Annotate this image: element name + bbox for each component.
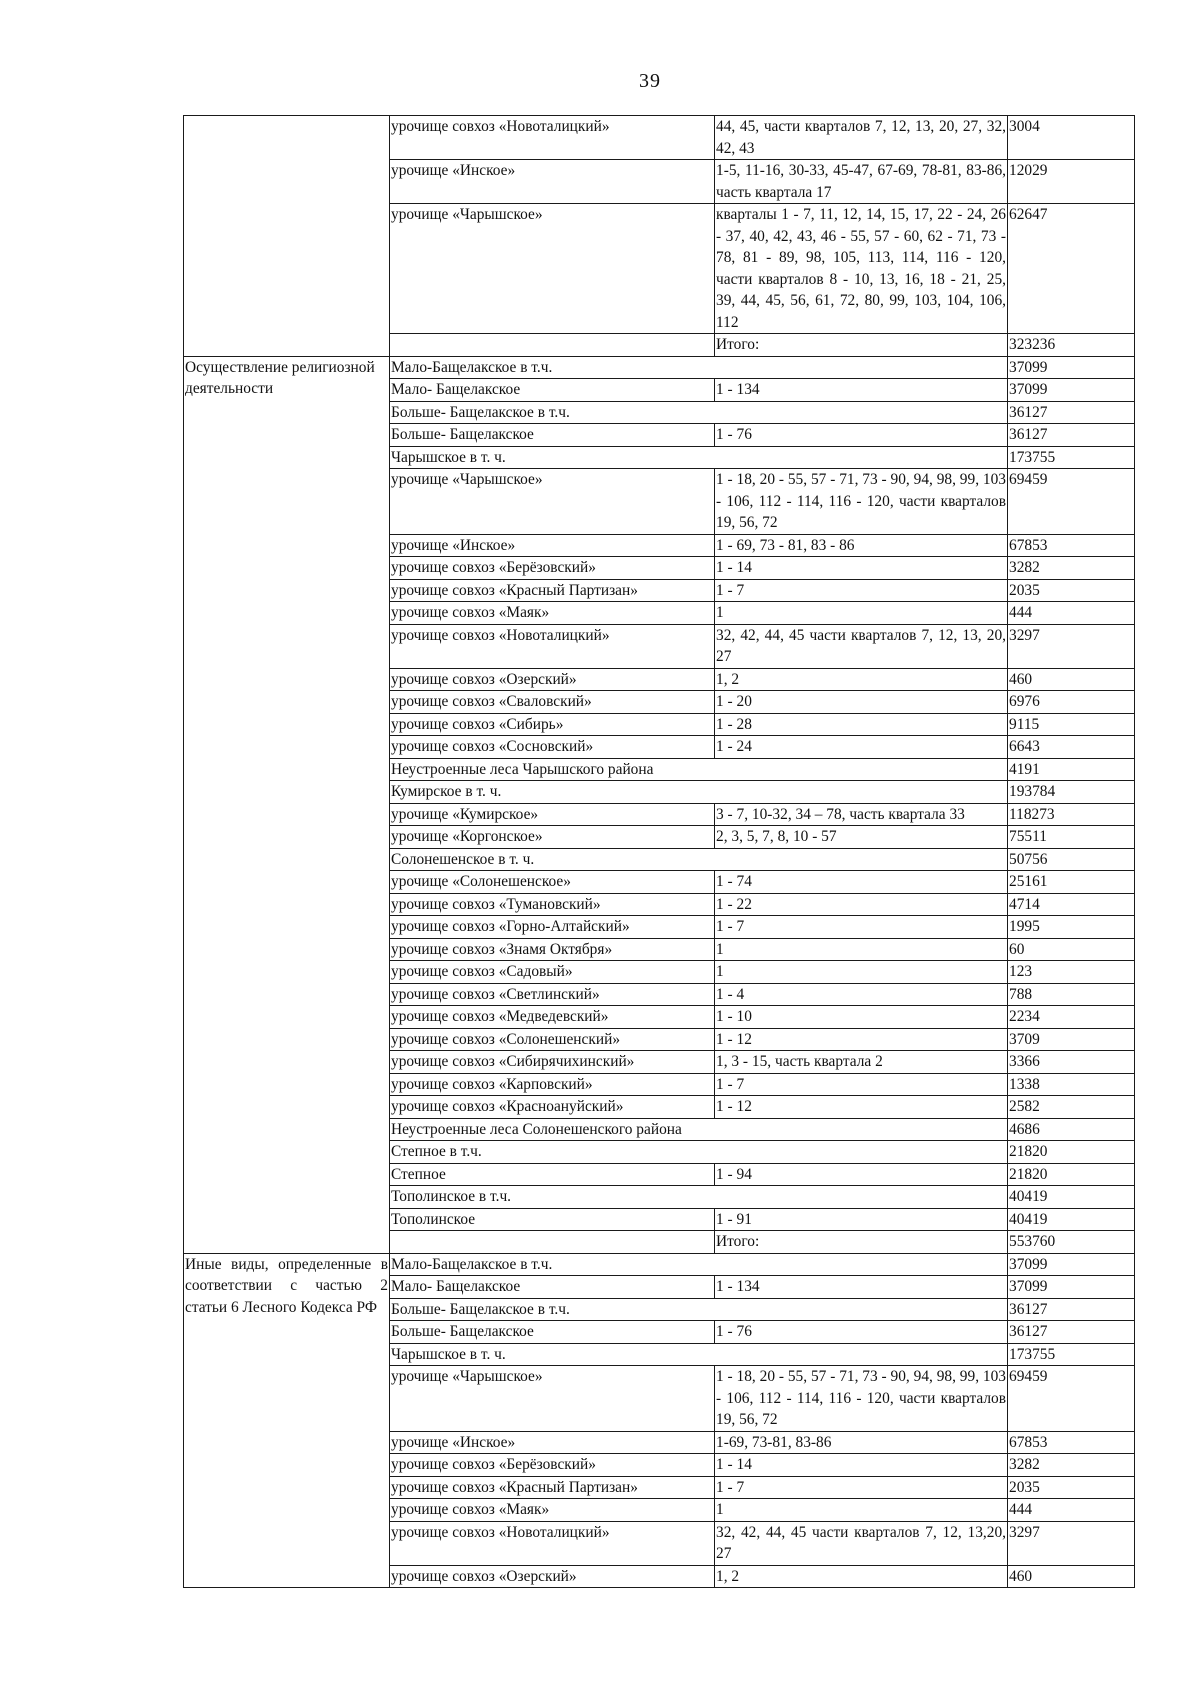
- forest-name-cell: урочище «Чарышское»: [390, 1366, 715, 1432]
- forest-name-cell: урочище совхоз «Маяк»: [390, 1499, 715, 1522]
- forest-name-cell: урочище совхоз «Озерский»: [390, 668, 715, 691]
- area-value-cell: 2035: [1008, 1476, 1135, 1499]
- area-value-cell: 444: [1008, 1499, 1135, 1522]
- quarters-cell: 1 - 18, 20 - 55, 57 - 71, 73 - 90, 94, 98, 99, 103 - 106, 112 - 114, 116 - 120, части кварталов 19, 56, 72: [715, 469, 1008, 535]
- forest-name-cell: Неустроенные леса Чарышского района: [390, 758, 1008, 781]
- table-body: [184, 116, 1135, 1588]
- forest-name-cell: Солонешенское в т. ч.: [390, 848, 1008, 871]
- forest-name-cell: Неустроенные леса Солонешенского района: [390, 1118, 1008, 1141]
- forest-name-cell: урочище «Инское»: [390, 1431, 715, 1454]
- quarters-cell: 1 - 22: [715, 893, 1008, 916]
- forest-name-cell: Мало-Бащелакское в т.ч.: [390, 356, 1008, 379]
- area-value-cell: 3366: [1008, 1051, 1135, 1074]
- forest-name-cell: урочище «Инское»: [390, 160, 715, 204]
- area-value-cell: 460: [1008, 668, 1135, 691]
- quarters-cell: 44, 45, части кварталов 7, 12, 13, 20, 27, 32, 42, 43: [715, 116, 1008, 160]
- forest-name-cell: урочище совхоз «Сваловский»: [390, 691, 715, 714]
- quarters-cell: 1 - 7: [715, 916, 1008, 939]
- quarters-cell: 1 - 10: [715, 1006, 1008, 1029]
- quarters-cell: 1 - 12: [715, 1096, 1008, 1119]
- area-value-cell: 1995: [1008, 916, 1135, 939]
- area-value-cell: 4686: [1008, 1118, 1135, 1141]
- quarters-cell: 1 - 24: [715, 736, 1008, 759]
- forest-name-cell: урочище совхоз «Новоталицкий»: [390, 1521, 715, 1565]
- area-value-cell: 40419: [1008, 1208, 1135, 1231]
- area-value-cell: 4191: [1008, 758, 1135, 781]
- area-value-cell: 3004: [1008, 116, 1135, 160]
- area-value-cell: 3297: [1008, 1521, 1135, 1565]
- forest-name-cell: урочище «Чарышское»: [390, 469, 715, 535]
- forest-name-cell: урочище совхоз «Озерский»: [390, 1565, 715, 1588]
- table-row: [184, 116, 1135, 160]
- quarters-cell: 1: [715, 961, 1008, 984]
- quarters-cell: 1 - 69, 73 - 81, 83 - 86: [715, 534, 1008, 557]
- quarters-cell: 1 - 91: [715, 1208, 1008, 1231]
- area-value-cell: 3709: [1008, 1028, 1135, 1051]
- quarters-cell: 1 - 28: [715, 713, 1008, 736]
- forest-name-cell: урочище совхоз «Берёзовский»: [390, 557, 715, 580]
- quarters-cell: 3 - 7, 10-32, 34 – 78, часть квартала 33: [715, 803, 1008, 826]
- area-value-cell: 9115: [1008, 713, 1135, 736]
- area-value-cell: 444: [1008, 602, 1135, 625]
- area-value-cell: 6976: [1008, 691, 1135, 714]
- forest-name-cell: урочище совхоз «Сибирячихинский»: [390, 1051, 715, 1074]
- area-value-cell: 75511: [1008, 826, 1135, 849]
- quarters-cell: 32, 42, 44, 45 части кварталов 7, 12, 13,20, 27: [715, 1521, 1008, 1565]
- area-value-cell: 3297: [1008, 624, 1135, 668]
- area-value-cell: 37099: [1008, 356, 1135, 379]
- forest-name-cell: урочище совхоз «Карповский»: [390, 1073, 715, 1096]
- area-value-cell: 173755: [1008, 1343, 1135, 1366]
- area-value-cell: 69459: [1008, 469, 1135, 535]
- area-value-cell: 62647: [1008, 204, 1135, 334]
- area-value-cell: 21820: [1008, 1163, 1135, 1186]
- forest-name-cell: урочище совхоз «Знамя Октября»: [390, 938, 715, 961]
- quarters-cell: 1 - 12: [715, 1028, 1008, 1051]
- area-value-cell: 36127: [1008, 424, 1135, 447]
- quarters-cell: 1, 2: [715, 1565, 1008, 1588]
- forest-name-cell: [390, 1231, 715, 1254]
- area-value-cell: 1338: [1008, 1073, 1135, 1096]
- forest-name-cell: урочище совхоз «Красный Партизан»: [390, 579, 715, 602]
- forest-name-cell: урочище совхоз «Сосновский»: [390, 736, 715, 759]
- area-value-cell: 123: [1008, 961, 1135, 984]
- area-value-cell: 2582: [1008, 1096, 1135, 1119]
- forest-name-cell: урочище совхоз «Тумановский»: [390, 893, 715, 916]
- area-value-cell: 3282: [1008, 1454, 1135, 1477]
- quarters-cell: 1: [715, 602, 1008, 625]
- area-value-cell: 173755: [1008, 446, 1135, 469]
- forest-name-cell: урочище совхоз «Сибирь»: [390, 713, 715, 736]
- quarters-cell: 1 - 20: [715, 691, 1008, 714]
- quarters-cell: 1 - 4: [715, 983, 1008, 1006]
- forest-name-cell: Кумирское в т. ч.: [390, 781, 1008, 804]
- quarters-cell: Итого:: [715, 334, 1008, 357]
- forest-name-cell: урочище «Коргонское»: [390, 826, 715, 849]
- forest-name-cell: Мало- Бащелакское: [390, 1276, 715, 1299]
- forest-name-cell: урочище совхоз «Садовый»: [390, 961, 715, 984]
- table-row: [184, 356, 1135, 379]
- quarters-cell: 1 - 134: [715, 1276, 1008, 1299]
- area-value-cell: 788: [1008, 983, 1135, 1006]
- forest-areas-table: [183, 115, 1135, 1588]
- area-value-cell: 36127: [1008, 1298, 1135, 1321]
- area-value-cell: 69459: [1008, 1366, 1135, 1432]
- area-value-cell: 50756: [1008, 848, 1135, 871]
- quarters-cell: 2, 3, 5, 7, 8, 10 - 57: [715, 826, 1008, 849]
- forest-name-cell: урочище совхоз «Солонешенский»: [390, 1028, 715, 1051]
- area-value-cell: 12029: [1008, 160, 1135, 204]
- area-value-cell: 4714: [1008, 893, 1135, 916]
- forest-name-cell: Больше- Бащелакское: [390, 424, 715, 447]
- quarters-cell: Итого:: [715, 1231, 1008, 1254]
- quarters-cell: кварталы 1 - 7, 11, 12, 14, 15, 17, 22 - 24, 26 - 37, 40, 42, 43, 46 - 55, 57 - 60, 62 - 71, 73 - 78, 81 - 89, 98, 105, 113, 114, 116 - 120, части кварталов 8 - 10, 13, 16, 18 - 21, 25, 39, 44, 45, 56, 61, 72, 80, 99, 103, 104, 106, 112: [715, 204, 1008, 334]
- area-value-cell: 37099: [1008, 379, 1135, 402]
- forest-name-cell: урочище «Кумирское»: [390, 803, 715, 826]
- forest-name-cell: урочище совхоз «Красный Партизан»: [390, 1476, 715, 1499]
- forest-name-cell: Больше- Бащелакское: [390, 1321, 715, 1344]
- table-row: [184, 1253, 1135, 1276]
- area-value-cell: 323236: [1008, 334, 1135, 357]
- forest-name-cell: [390, 334, 715, 357]
- quarters-cell: 1 - 74: [715, 871, 1008, 894]
- forest-name-cell: Степное: [390, 1163, 715, 1186]
- quarters-cell: 1-5, 11-16, 30-33, 45-47, 67-69, 78-81, 83-86, часть квартала 17: [715, 160, 1008, 204]
- area-value-cell: 25161: [1008, 871, 1135, 894]
- quarters-cell: 1, 2: [715, 668, 1008, 691]
- forest-name-cell: урочище совхоз «Берёзовский»: [390, 1454, 715, 1477]
- forest-name-cell: урочище совхоз «Маяк»: [390, 602, 715, 625]
- area-value-cell: 36127: [1008, 1321, 1135, 1344]
- purpose-cell: Иные виды, определенные в соответствии с частью 2 статьи 6 Лесного Кодекса РФ: [184, 1253, 390, 1588]
- area-value-cell: 193784: [1008, 781, 1135, 804]
- quarters-cell: 1: [715, 1499, 1008, 1522]
- quarters-cell: 1: [715, 938, 1008, 961]
- forest-name-cell: Тополинское: [390, 1208, 715, 1231]
- quarters-cell: 1 - 7: [715, 1073, 1008, 1096]
- quarters-cell: 1 - 14: [715, 557, 1008, 580]
- area-value-cell: 37099: [1008, 1253, 1135, 1276]
- area-value-cell: 37099: [1008, 1276, 1135, 1299]
- forest-name-cell: Мало- Бащелакское: [390, 379, 715, 402]
- forest-name-cell: урочище «Чарышское»: [390, 204, 715, 334]
- forest-name-cell: Мало-Бащелакское в т.ч.: [390, 1253, 1008, 1276]
- forest-name-cell: урочище «Инское»: [390, 534, 715, 557]
- forest-name-cell: урочище совхоз «Светлинский»: [390, 983, 715, 1006]
- forest-name-cell: урочище совхоз «Горно-Алтайский»: [390, 916, 715, 939]
- forest-name-cell: Больше- Бащелакское в т.ч.: [390, 401, 1008, 424]
- area-value-cell: 460: [1008, 1565, 1135, 1588]
- forest-name-cell: Больше- Бащелакское в т.ч.: [390, 1298, 1008, 1321]
- quarters-cell: 1, 3 - 15, часть квартала 2: [715, 1051, 1008, 1074]
- area-value-cell: 6643: [1008, 736, 1135, 759]
- forest-name-cell: Чарышское в т. ч.: [390, 1343, 1008, 1366]
- purpose-cell: Осуществление религиозной деятельности: [184, 356, 390, 1253]
- purpose-cell: [184, 116, 390, 357]
- forest-name-cell: урочище совхоз «Новоталицкий»: [390, 624, 715, 668]
- quarters-cell: 1 - 18, 20 - 55, 57 - 71, 73 - 90, 94, 98, 99, 103 - 106, 112 - 114, 116 - 120, части кварталов 19, 56, 72: [715, 1366, 1008, 1432]
- forest-name-cell: Тополинское в т.ч.: [390, 1186, 1008, 1209]
- forest-name-cell: урочище совхоз «Красноануйский»: [390, 1096, 715, 1119]
- area-value-cell: 67853: [1008, 534, 1135, 557]
- quarters-cell: 32, 42, 44, 45 части кварталов 7, 12, 13, 20, 27: [715, 624, 1008, 668]
- area-value-cell: 21820: [1008, 1141, 1135, 1164]
- forest-name-cell: урочище совхоз «Новоталицкий»: [390, 116, 715, 160]
- forest-name-cell: урочище «Солонешенское»: [390, 871, 715, 894]
- quarters-cell: 1 - 76: [715, 1321, 1008, 1344]
- quarters-cell: 1 - 94: [715, 1163, 1008, 1186]
- area-value-cell: 2035: [1008, 579, 1135, 602]
- area-value-cell: 2234: [1008, 1006, 1135, 1029]
- area-value-cell: 3282: [1008, 557, 1135, 580]
- quarters-cell: 1-69, 73-81, 83-86: [715, 1431, 1008, 1454]
- forest-name-cell: урочище совхоз «Медведевский»: [390, 1006, 715, 1029]
- area-value-cell: 118273: [1008, 803, 1135, 826]
- forest-name-cell: Степное в т.ч.: [390, 1141, 1008, 1164]
- area-value-cell: 40419: [1008, 1186, 1135, 1209]
- quarters-cell: 1 - 7: [715, 579, 1008, 602]
- quarters-cell: 1 - 14: [715, 1454, 1008, 1477]
- area-value-cell: 60: [1008, 938, 1135, 961]
- forest-name-cell: Чарышское в т. ч.: [390, 446, 1008, 469]
- quarters-cell: 1 - 134: [715, 379, 1008, 402]
- page-number: 39: [639, 70, 661, 92]
- area-value-cell: 553760: [1008, 1231, 1135, 1254]
- area-value-cell: 36127: [1008, 401, 1135, 424]
- quarters-cell: 1 - 7: [715, 1476, 1008, 1499]
- area-value-cell: 67853: [1008, 1431, 1135, 1454]
- quarters-cell: 1 - 76: [715, 424, 1008, 447]
